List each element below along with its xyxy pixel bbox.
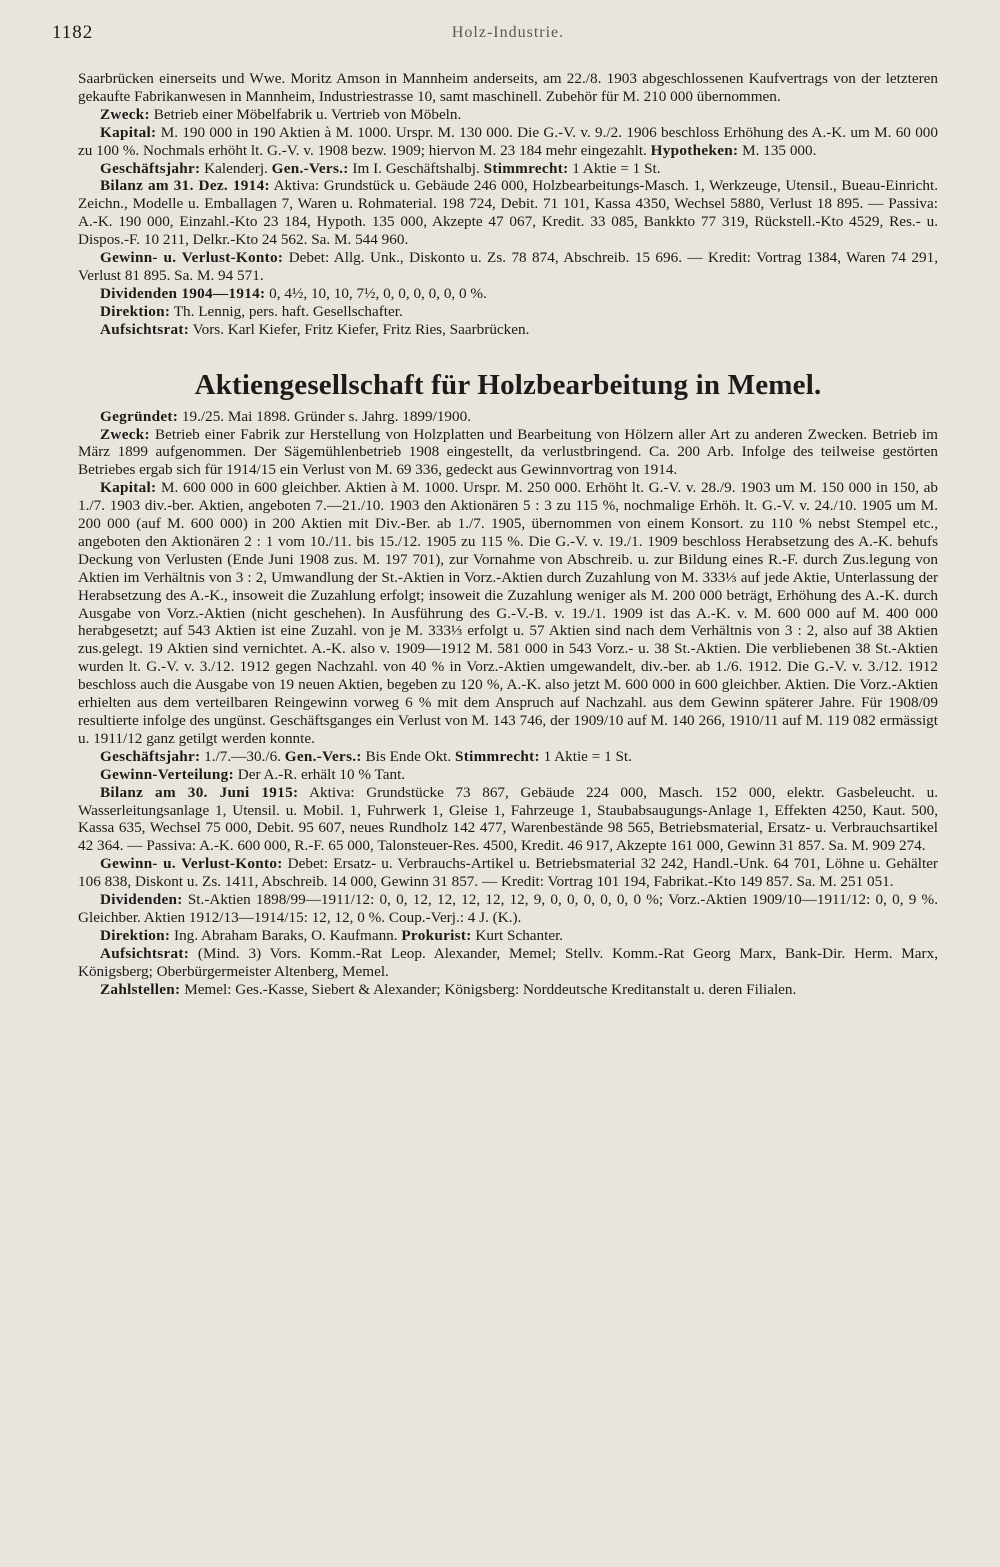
dividenden-paragraph: Dividenden: St.-Aktien 1898/99—1911/12: 0, 0, 12, 12, 12, 12, 12, 9, 0, 0, 0, 0, 0, 0 %; Vorz.-Aktien 1909/10—1911/12: 0, 0, 9 %. Gleichber. Aktien 1912/13—1914/15: 12, 12, 0 %. Coup.-Verj.: 4 J. (K.). bbox=[78, 891, 938, 926]
company-title: Aktiengesellschaft für Holzbearbeitung in Memel. bbox=[194, 368, 822, 401]
geschaeftsjahr-paragraph: Geschäftsjahr: 1./7.—30./6. Gen.-Vers.: Bis Ende Okt. Stimmrecht: 1 Aktie = 1 St. bbox=[100, 747, 632, 765]
zweck-paragraph: Zweck: Betrieb einer Fabrik zur Herstellung von Holzplatten und Bearbeitung von Hölzern aller Art zu anderen Zwecken. Betrieb im März 1899 aufgenommen. Der Sägemühlenbetrieb 1908 eingestellt, da verlustbringend. Ca. 200 Arb. Infolge des teilweise gestörten Betriebes ergab sich für 1914/15 ein Verlust von M. 69 336, gedeckt aus Gewinnvortrag von 1914. bbox=[78, 425, 938, 479]
gegruendet-paragraph: Gegründet: 19./25. Mai 1898. Gründer s. Jahrg. 1899/1900. bbox=[100, 407, 471, 425]
kapital-paragraph: Kapital: M. 190 000 in 190 Aktien à M. 1000. Urspr. M. 130 000. Die G.-V. v. 9./2. 1906 beschloss Erhöhung des A.-K. um M. 60 000 zu 100 %. Nochmals erhöht lt. G.-V. v. 1908 bezw. 1909; hiervon M. 23 184 mehr eingezahlt. Hypotheken: M. 135 000. bbox=[78, 123, 938, 159]
zweck-paragraph: Zweck: Betrieb einer Möbelfabrik u. Vertrieb von Möbeln. bbox=[100, 105, 462, 123]
direktion-paragraph: Direktion: Th. Lennig, pers. haft. Gesellschafter. bbox=[100, 302, 403, 320]
geschaeftsjahr-paragraph: Geschäftsjahr: Kalenderj. Gen.-Vers.: Im I. Geschäftshalbj. Stimmrecht: 1 Aktie = 1 St. bbox=[100, 159, 661, 177]
zahlstellen-paragraph: Zahlstellen: Memel: Ges.-Kasse, Siebert & Alexander; Königsberg: Norddeutsche Kreditanstalt u. deren Filialen. bbox=[100, 980, 797, 998]
aufsichtsrat-paragraph: Aufsichtsrat: (Mind. 3) Vors. Komm.-Rat Leop. Alexander, Memel; Stellv. Komm.-Rat Georg Marx, Bank-Dir. Herm. Marx, Königsberg; Oberbürgermeister Altenberg, Memel. bbox=[78, 944, 938, 980]
direktion-paragraph: Direktion: Ing. Abraham Baraks, O. Kaufmann. Prokurist: Kurt Schanter. bbox=[100, 926, 564, 944]
bilanz-paragraph: Bilanz am 31. Dez. 1914: Aktiva: Grundstück u. Gebäude 246 000, Holzbearbeitungs-Masch. 1, Werkzeuge, Utensil., Bueau-Einricht. Zeichn., Modelle u. Emballagen 7, Waren u. Rohmaterial. 198 724, Debit. 71 101, Kassa 4350, Wechsel 5880, Verlust 18 895. — Passiva: A.-K. 190 000, Einzahl.-Kto 23 184, Hypoth. 135 000, Akzepte 47 067, Kredit. 33 085, Bankkto 77 319, Rückstell.-Kto 4529, Res.- u. Dispos.-F. 10 211, Delkr.-Kto 24 562. Sa. M. 544 960. bbox=[78, 177, 938, 249]
running-head: Holz-Industrie. bbox=[451, 24, 565, 41]
page-number: 1182 bbox=[52, 22, 94, 43]
dividenden-paragraph: Dividenden 1904—1914: 0, 4½, 10, 10, 7½, 0, 0, 0, 0, 0, 0 %. bbox=[100, 284, 487, 302]
section-memel-company bbox=[78, 408, 938, 999]
bilanz-paragraph: Bilanz am 30. Juni 1915: Aktiva: Grundstücke 73 867, Gebäude 224 000, Masch. 152 000, elektr. Gasbeleucht. u. Wasserleitungsanlage 1, Utensil. u. Mobil. 1, Fuhrwerk 1, Gleise 1, Fahrzeuge 1, Staubabsaugungs-Anlage 1, Effekten 4250, Kaut. 500, Kassa 635, Wechsel 75 000, Debit. 95 607, neues Rundholz 142 477, Warenbestände 98 565, Betriebsmaterial, Ersatz- u. Verbrauchsartikel 42 364. — Passiva: A.-K. 600 000, R.-F. 65 000, Talonsteuer-Res. 4500, Kredit. 46 917, Akzepte 161 000, Gewinn 31 857. Sa. M. 909 274. bbox=[78, 783, 938, 855]
aufsichtsrat-paragraph: Aufsichtsrat: Vors. Karl Kiefer, Fritz Kiefer, Fritz Ries, Saarbrücken. bbox=[100, 320, 530, 338]
kapital-paragraph: Kapital: M. 600 000 in 600 gleichber. Aktien à M. 1000. Urspr. M. 250 000. Erhöht lt. G.-V. v. 28./9. 1903 um M. 150 000 in 150, ab 1./7. 1903 div.-ber. Aktien, angeboten 7.—21./10. 1903 den Aktionären 5 : 3 zu 115 %, nochmalige Erhöh. lt. G.-V. v. 24./10. 1905 um M. 200 000 (auf M. 600 000) in 200 Aktien mit Div.-Ber. ab 1./7. 1905, übernommen von einem Konsort. zu 110 % nebst Stempel etc., angeboten den Aktionären 2 : 1 vom 10./11. bis 15./12. 1905 zu 115 %. Die G.-V. v. 19./1. 1909 beschloss Herabsetzung des A.-K. behufs Deckung von Verlusten (Ende Juni 1908 zus. M. 197 701), zur Vornahme von Abschreib. u. zur Bildung eines R.-F. durch Zus.legung von Aktien im Verhältnis von 3 : 2, Umwandlung der St.-Aktien in Vorz.-Aktien durch Zuzahlung von M. 333⅓ auf jede Aktie, Unterlassung der Herabsetzung des A.-K., insoweit die Zuzahlung erfolgt; insoweit die Zuzahlung weniger als M. 200 000 beträgt, Erhöhung des A.-K. durch Ausgabe von Vorz.-Aktien (nicht geschehen). In Ausführung des G.-V.-B. v. 19./1. 1909 ist das A.-K. v. M. 600 000 auf M. 400 000 herabgesetzt; auf 543 Aktien ist eine Zuzahl. von je M. 333⅓ erfolgt u. 57 Aktien sind nach dem Verhältnis von 3 : 2, also auf 38 Aktien zus.gelegt. 19 Aktien sind vernichtet. A.-K. also v. 1909—1912 M. 581 000 in 543 Vorz.- u. 38 St.-Aktien. Die verbliebenen 38 St.-Aktien wurden lt. G.-V. v. 3./12. 1912 gegen Nachzahl. von 40 % in Vorz.-Aktien umgewandelt, div.-ber. ab 1./6. 1912. Die G.-V. v. 3./12. 1912 beschloss auch die Ausgabe von 19 neuen Aktien, begeben zu 120 %, A.-K. also jetzt M. 600 000 in 600 gleichber. Aktien. Die Vorz.-Aktien erhielten aus dem verteilbaren Reingewinn vorweg 6 % mit dem Anspruch auf Nachzahl. aus dem Gewinn späterer Jahre. Für 1908/09 resultierte infolge des ungünst. Geschäftsganges ein Verlust von M. 143 746, der 1909/10 auf M. 140 266, 1910/11 auf M. 119 082 ermässigt u. 1911/12 ganz getilgt werden konnte. bbox=[78, 479, 939, 747]
page-header bbox=[52, 20, 938, 48]
section-previous-company bbox=[78, 70, 938, 339]
guv-paragraph: Gewinn- u. Verlust-Konto: Debet: Ersatz- u. Verbrauchs-Artikel u. Betriebsmaterial 32 242, Handl.-Unk. 64 701, Löhne u. Gehälter 106 838, Diskont u. Zs. 1411, Abschreib. 14 000, Gewinn 31 857. — Kredit: Vortrag 101 194, Fabrikat.-Kto 149 857. Sa. M. 251 051. bbox=[78, 855, 938, 891]
gewinnverteilung-paragraph: Gewinn-Verteilung: Der A.-R. erhält 10 % Tant. bbox=[100, 765, 406, 783]
intro-paragraph: Saarbrücken einerseits und Wwe. Moritz Amson in Mannheim anderseits, am 22./8. 1903 abgeschlossenen Kaufvertrags von der letzteren gekaufte Fabrikanwesen in Mannheim, Industriestrasse 10, samt maschinell. Zubehör für M. 210 000 übernommen. bbox=[78, 70, 938, 105]
guv-paragraph: Gewinn- u. Verlust-Konto: Debet: Allg. Unk., Diskonto u. Zs. 78 874, Abschreib. 15 696. — Kredit: Vortrag 1384, Waren 74 291, Verlust 81 895. Sa. M. 94 571. bbox=[78, 249, 938, 284]
